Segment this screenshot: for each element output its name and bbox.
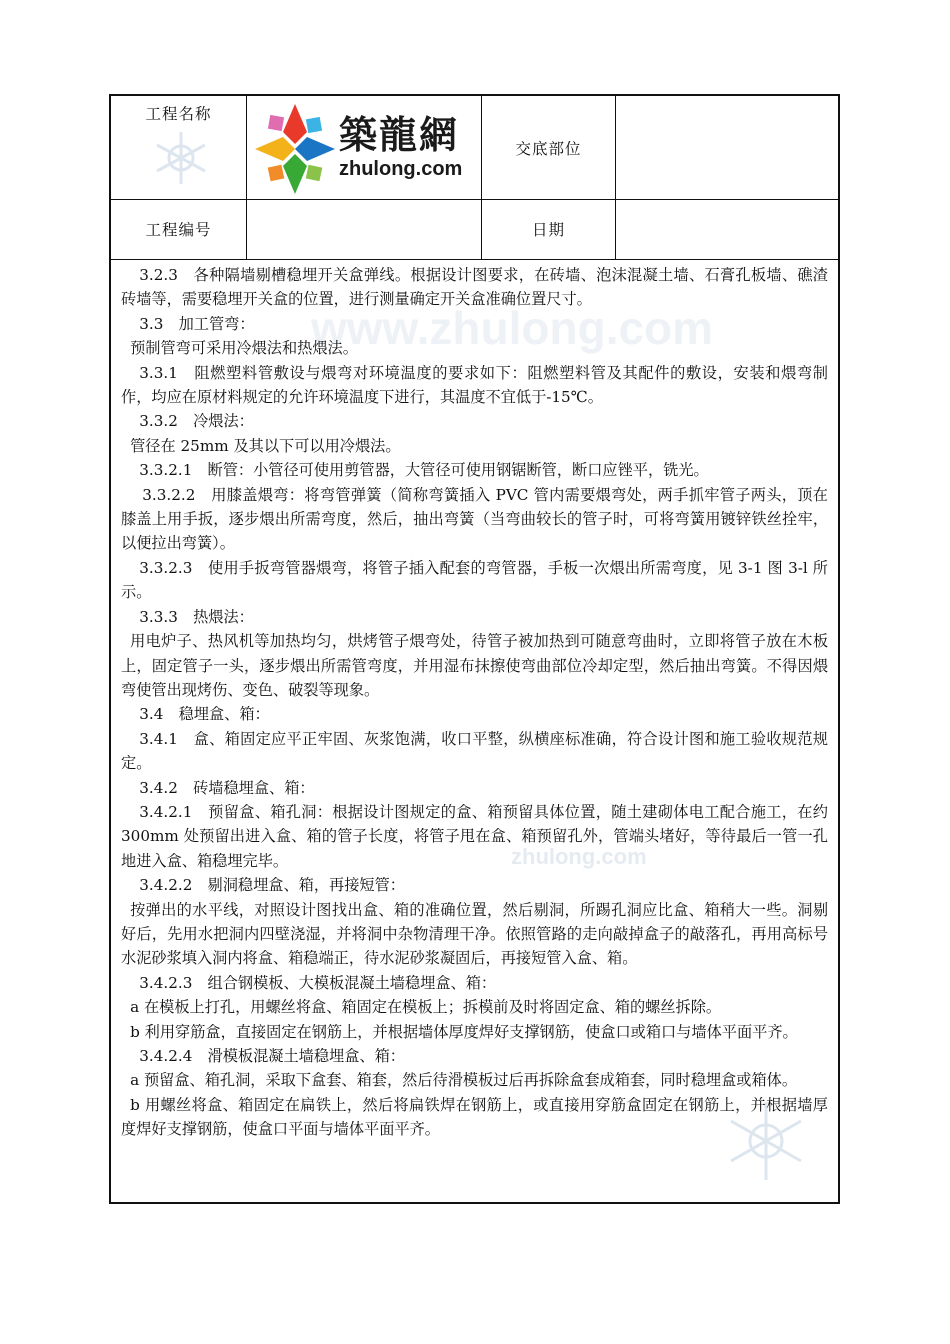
logo-chinese-text: 築龍網	[339, 113, 460, 157]
disclosure-content	[121, 259, 828, 1142]
header-row-1	[111, 96, 838, 200]
content-paragraph: 3.3.3 热煨法：	[139, 607, 254, 626]
logo-pinwheel-icon	[255, 104, 335, 194]
project-name-label-cell	[111, 96, 247, 199]
content-paragraph: 3.4.2.1 预留盒、箱孔洞：根据设计图规定的盒、箱预留具体位置，随土建砌体电工配合施工，在约 300mm 处预留出进入盒、箱的管子长度，将管子甩在盒、箱预留孔外，管端头堵好，等待最后一管一孔地进入盒、箱稳埋完毕。	[121, 802, 828, 870]
content-paragraph: 3.4 稳埋盒、箱：	[139, 705, 270, 724]
content-paragraph: 3.4.1 盒、箱固定应平正牢固、灰浆饱满，收口平整，纵横座标准确，符合设计图和施工验收规范规定。	[121, 729, 828, 773]
project-no-label: 工程编号	[145, 221, 212, 239]
logo-cell	[247, 96, 482, 199]
snowflake-watermark-icon	[149, 128, 213, 188]
handover-part-label-cell	[482, 96, 616, 199]
content-paragraph: 3.2.3 各种隔墙剔槽稳埋开关盒弹线。根据设计图要求，在砖墙、泡沫混凝土墙、石膏孔板墙、礁渣砖墙等，需要稳埋开关盒的位置，进行测量确定开关盒准确位置尺寸。	[121, 266, 828, 309]
content-paragraph: a 预留盒、箱孔洞，采取下盒套、箱套，然后待滑模板过后再拆除盒套成箱套，同时稳埋盒或箱体。	[130, 1071, 798, 1090]
content-paragraph: 3.3.2 冷煨法：	[139, 412, 254, 431]
content-paragraph: 用电炉子、热风机等加热均匀，烘烤管子煨弯处，待管子被加热到可随意弯曲时，立即将管子放在木板上，固定管子一头，逐步煨出所需管弯度，并用湿布抹擦使弯曲部位冷却定型，然后抽出弯簧。不得因煨弯使管出现烤伤、变色、破裂等现象。	[121, 632, 828, 699]
project-no-label-cell	[111, 199, 247, 259]
content-paragraph: a 在模板上打孔，用螺丝将盒、箱固定在模板上；拆模前及时将固定盒、箱的螺丝拆除。	[130, 998, 722, 1017]
logo-english-text: zhulong.com	[339, 158, 463, 180]
content-paragraph: 3.4.2.2 剔洞稳埋盒、箱，再接短管：	[139, 876, 405, 895]
content-paragraph: 3.3.2.3 使用手扳弯管器煨弯，将管子插入配套的弯管器，手板一次煨出所需弯度，见 3-1 图 3-l 所示。	[121, 558, 828, 602]
content-paragraph: 3.4.2.4 滑模板混凝土墙稳埋盒、箱：	[139, 1047, 405, 1065]
content-paragraph: 3.3.2.2 用膝盖煨弯：将弯管弹簧（简称弯簧插入 PVC 管内需要煨弯处，两手抓牢管子两头，顶在膝盖上用手扳，逐步煨出所需弯度，然后，抽出弯簧（当弯曲较长的管子时，可将弯簧用镀锌铁丝拴牢，以便拉出弯簧）。	[121, 485, 828, 553]
content-paragraph: 管径在 25mm 及其以下可以用冷煨法。	[130, 436, 401, 455]
content-paragraph: b 利用穿筋盒，直接固定在钢筋上，并根据墙体厚度焊好支撑钢筋，使盒口或箱口与墙体平面平齐。	[130, 1022, 798, 1041]
date-label: 日期	[531, 221, 565, 239]
url-watermark: www.zhulong.com	[311, 302, 714, 354]
date-label-cell	[482, 199, 616, 259]
content-paragraph: 3.4.2.3 组合钢模板、大模板混凝土墙稳埋盒、箱：	[139, 973, 497, 992]
content-paragraph: 按弹出的水平线，对照设计图找出盒、箱的准确位置，然后剔洞，所踢孔洞应比盒、箱稍大一些。洞剔好后，先用水把洞内四壁浇湿，并将洞中杂物清理干净。依照管路的走向敲掉盒子的敲落孔，再用高标号水泥砂浆填入洞内将盒、箱稳端正，待水泥砂浆凝固后，再接短管入盒、箱。	[121, 900, 828, 968]
content-paragraph: b 用螺丝将盒、箱固定在扁铁上，然后将扁铁焊在钢筋上，或直接用穿筋盒固定在钢筋上，并根据墙厚度焊好支撑钢筋，使盒口平面与墙体平面平齐。	[121, 1095, 828, 1139]
date-value-cell	[616, 199, 838, 259]
small-watermark: zhulong.com	[511, 844, 647, 869]
zhulong-logo	[255, 102, 475, 193]
handover-part-value-cell	[616, 96, 838, 199]
content-paragraph: 预制管弯可采用冷煨法和热煨法。	[130, 339, 358, 358]
content-paragraph: 3.3 加工管弯：	[139, 314, 255, 333]
content-paragraph: 3.4.2 砖墙稳埋盒、箱：	[139, 778, 315, 797]
project-no-value-cell	[247, 199, 482, 259]
technical-disclosure-form	[109, 94, 840, 1204]
header-row-2	[111, 199, 838, 260]
content-paragraph: 3.3.2.1 断管：小管径可使用剪管器，大管径可使用钢锯断管，断口应锉平，铣光。	[139, 461, 709, 480]
content-paragraph: 3.3.1 阻燃塑料管敷设与煨弯对环境温度的要求如下：阻燃塑料管及其配件的敷设，安装和煨弯制作，均应在原材料规定的允许环境温度下进行，其温度不宜低于-15℃。	[121, 363, 828, 407]
handover-part-label: 交底部位	[515, 139, 582, 158]
project-name-label: 工程名称	[145, 105, 212, 123]
